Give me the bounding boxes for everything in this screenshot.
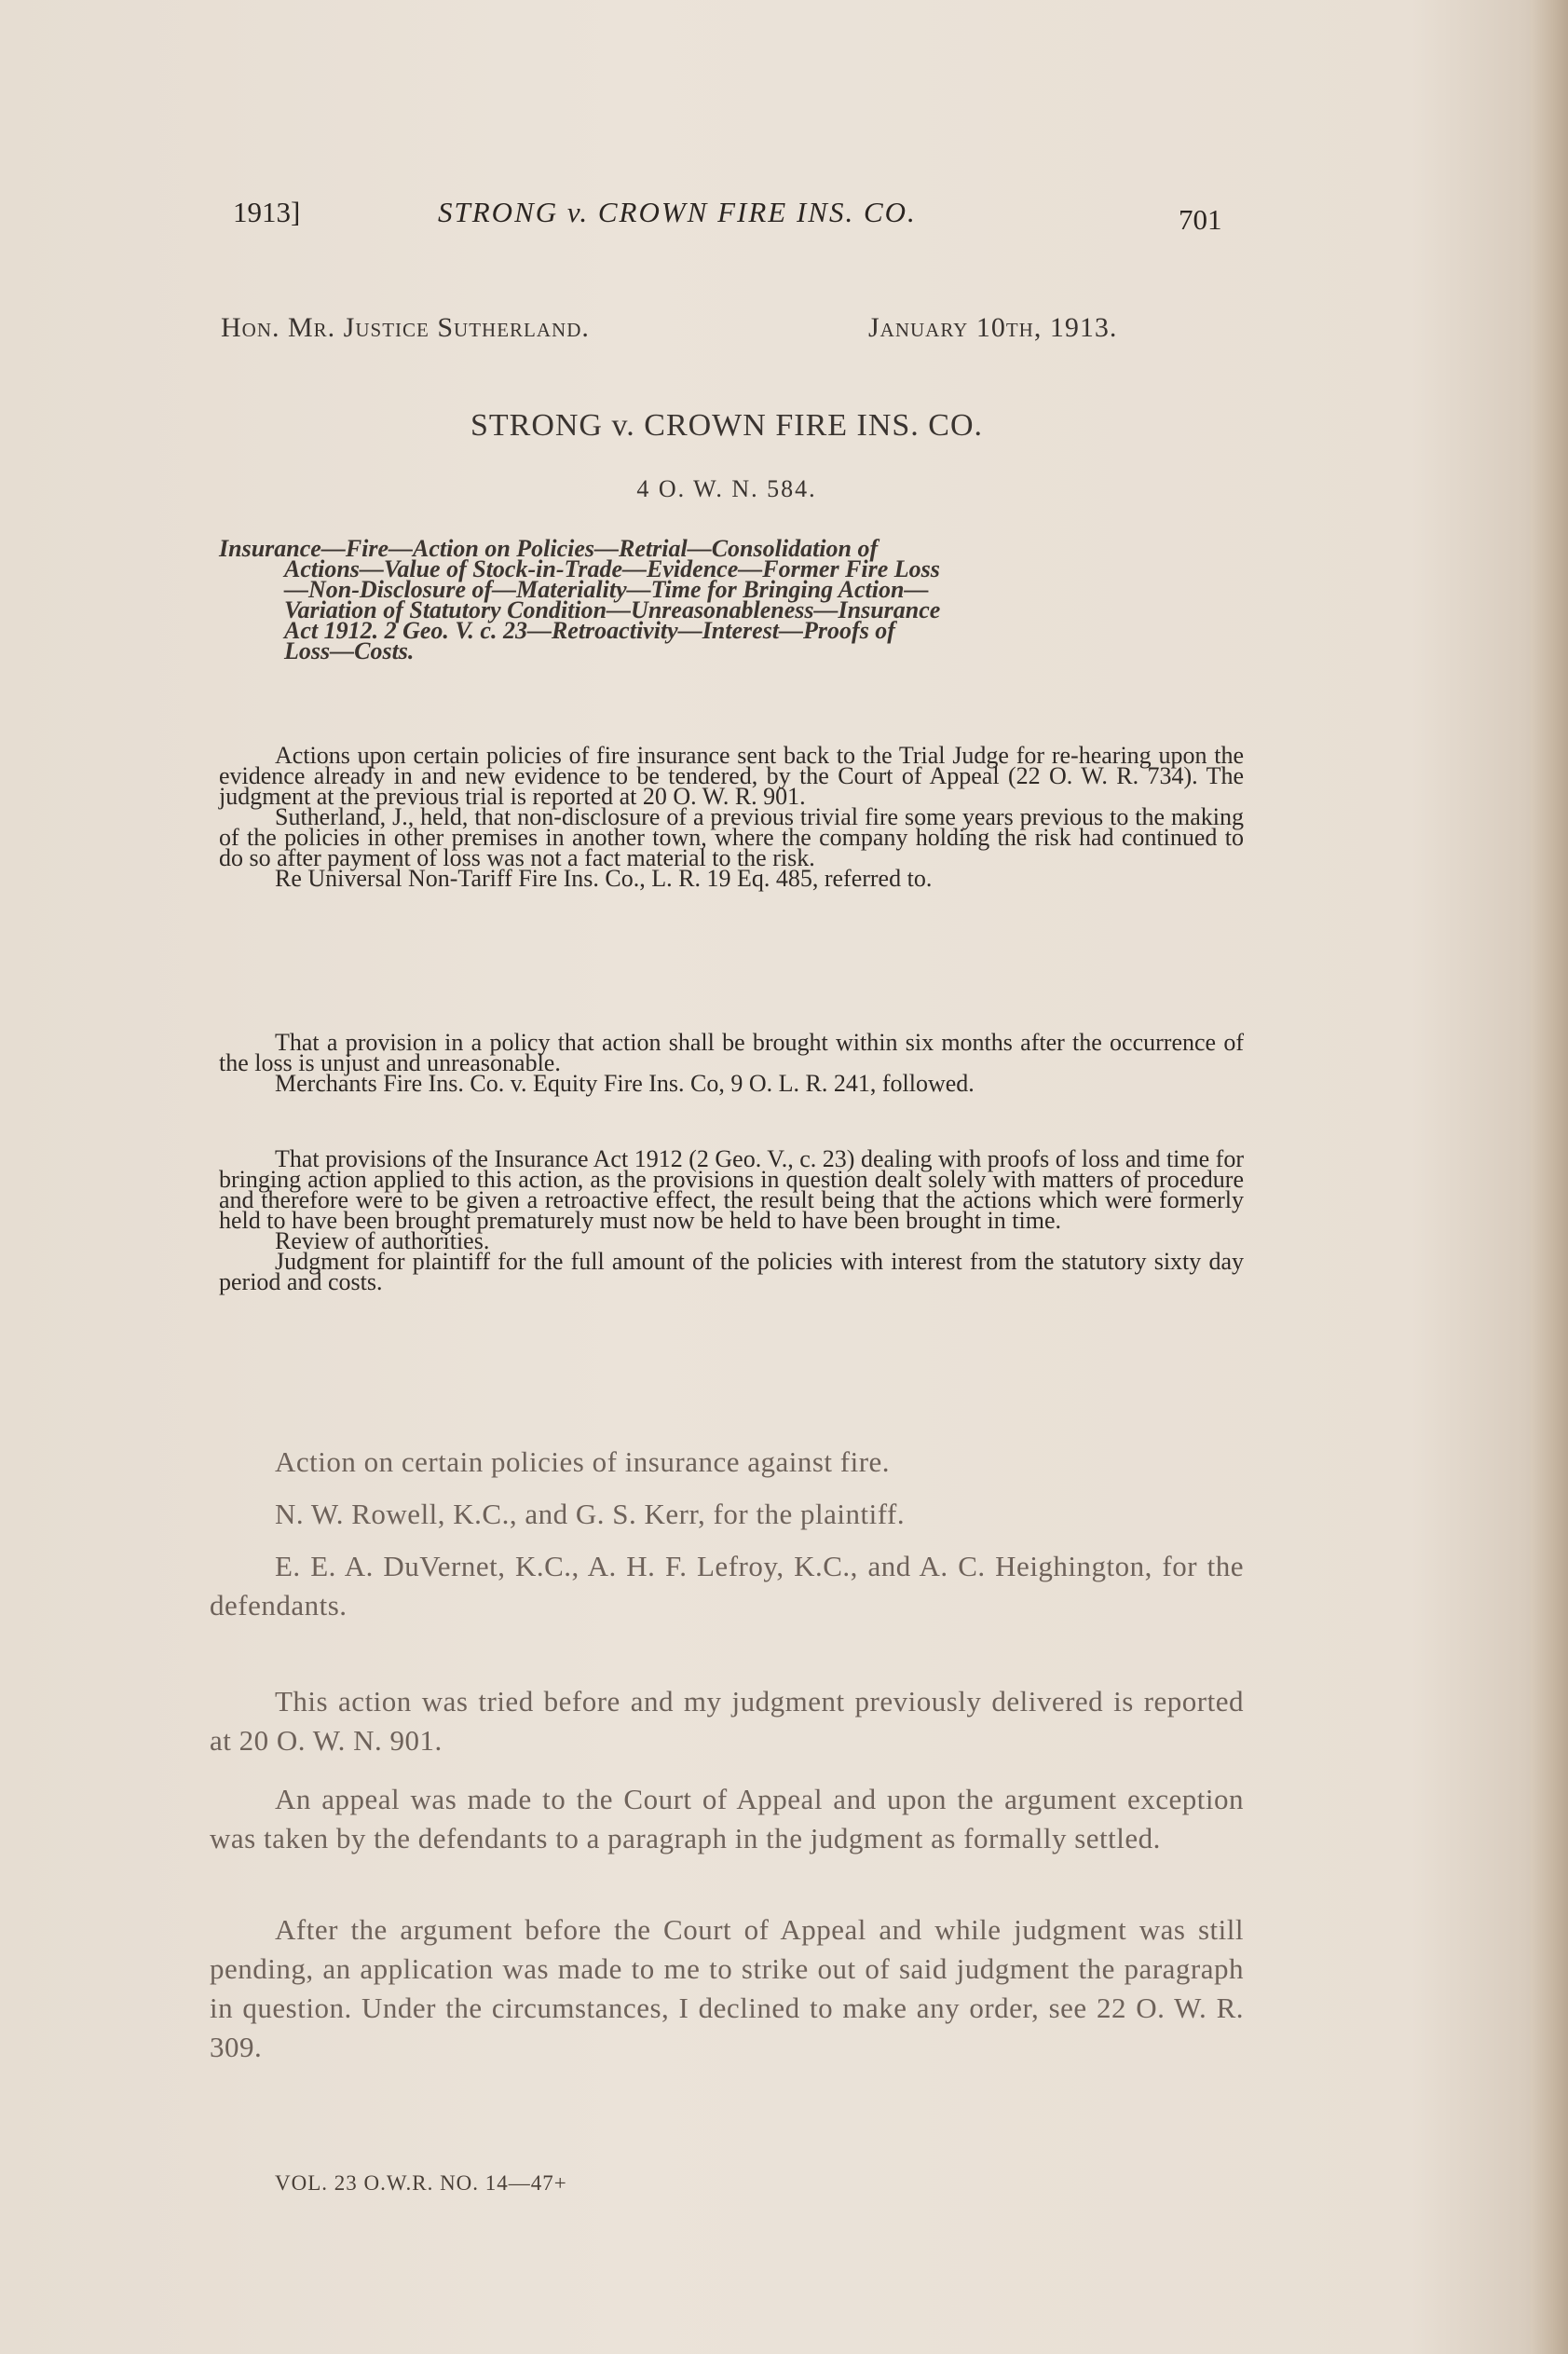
page-number: 701 (1179, 203, 1222, 236)
footer-signature: VOL. 23 O.W.R. NO. 14—47+ (275, 2171, 567, 2195)
headnote-index-line: —Non-Disclosure of—Materiality—Time for Bringing Action— (284, 576, 929, 603)
headnote-index-line: Act 1912. 2 Geo. V. c. 23—Retroactivity—Interest—Proofs of (284, 617, 895, 644)
judgment-date: January 10th, 1913. (868, 312, 1118, 343)
counsel-defendants-text: E. E. A. DuVernet, K.C., A. H. F. Lefroy, K.C., and A. C. Heighington, for the defendants. (210, 1550, 1244, 1622)
body-counsel-defendants (210, 1547, 1244, 1625)
judgment-paragraph: After the argument before the Court of Appeal and while judgment was still pending, an application was made to me to strike out of said judgment the paragraph in question. Under the circumstances, I declined to make any order, see 22 O. W. R. 309. (210, 1913, 1244, 2063)
headnote-index-line: Actions—Value of Stock-in-Trade—Evidence—Former Fire Loss (284, 555, 940, 582)
body-paragraph (210, 1682, 1244, 1760)
intro-text: Action on certain policies of insurance against fire. (275, 1445, 891, 1478)
headnote-paragraph: That a provision in a policy that action shall be brought within six months after the occurrence of the loss is unjust and unreasonable. (219, 1029, 1244, 1076)
body-paragraph (210, 1780, 1244, 1858)
running-head-title: STRONG v. CROWN FIRE INS. CO. (438, 196, 917, 228)
headnote-paragraph: Review of authorities. (275, 1227, 490, 1254)
judgment-paragraph: An appeal was made to the Court of Appeal and upon the argument exception was taken by the defendants to a paragraph in the judgment as formally settled. (210, 1783, 1244, 1854)
page-edge (1531, 0, 1568, 2354)
headnote-index (219, 535, 1244, 664)
judge-name: Hon. Mr. Justice Sutherland. (221, 312, 590, 343)
body-intro (210, 1443, 1244, 1482)
headnote-block (219, 1145, 1244, 1295)
headnote-paragraph: Actions upon certain policies of fire insurance sent back to the Trial Judge for re-hearing upon the evidence already in and new evidence to be tendered, by the Court of Appeal (22 O. W. R. 734). The judgment at the previous trial is reported at 20 O. W. R. 901. (219, 742, 1244, 810)
headnote-paragraph: Re Universal Non-Tariff Fire Ins. Co., L. R. 19 Eq. 485, referred to. (275, 865, 933, 892)
headnote-index-line: Variation of Statutory Condition—Unreasonableness—Insurance (284, 596, 941, 623)
judgment-paragraph: This action was tried before and my judgment previously delivered is reported at 20 O. W. N. 901. (210, 1685, 1244, 1757)
counsel-plaintiff-text: N. W. Rowell, K.C., and G. S. Kerr, for the plaintiff. (275, 1498, 906, 1530)
body-counsel-plaintiff (210, 1495, 1244, 1534)
headnote-paragraph: Merchants Fire Ins. Co. v. Equity Fire Ins. Co, 9 O. L. R. 241, followed. (275, 1070, 975, 1097)
judge-line (221, 312, 1246, 344)
case-citation: 4 O. W. N. 584. (636, 475, 817, 502)
headnote-index-line: Loss—Costs. (284, 637, 415, 664)
running-head (210, 196, 1244, 236)
headnote-paragraph: That provisions of the Insurance Act 1912 (2 Geo. V., c. 23) dealing with proofs of loss and time for bringing action applied to this action, as the provisions in question dealt solely with matters of procedure and therefore were to be given a retroactive effect, the result being that the actions which were formerly held to have been brought prematurely must now be held to have been brought in time. (219, 1145, 1244, 1234)
case-title: STRONG v. CROWN FIRE INS. CO. (470, 408, 984, 443)
headnote-block (219, 742, 1244, 892)
headnote-block (219, 1029, 1244, 1097)
headnote-paragraph: Judgment for plaintiff for the full amount of the policies with interest from the statutory sixty day period and costs. (219, 1248, 1244, 1295)
headnote-paragraph: Sutherland, J., held, that non-disclosure of a previous trivial fire some years previous to the making of the policies in other premises in another town, where the company holding the risk had continued to do so after payment of loss was not a fact material to the risk. (219, 803, 1244, 871)
body-paragraph (210, 1910, 1244, 2067)
running-head-year: 1913] (233, 196, 301, 228)
headnote-index-line: Insurance—Fire—Action on Policies—Retrial—Consolidation of (219, 535, 879, 562)
